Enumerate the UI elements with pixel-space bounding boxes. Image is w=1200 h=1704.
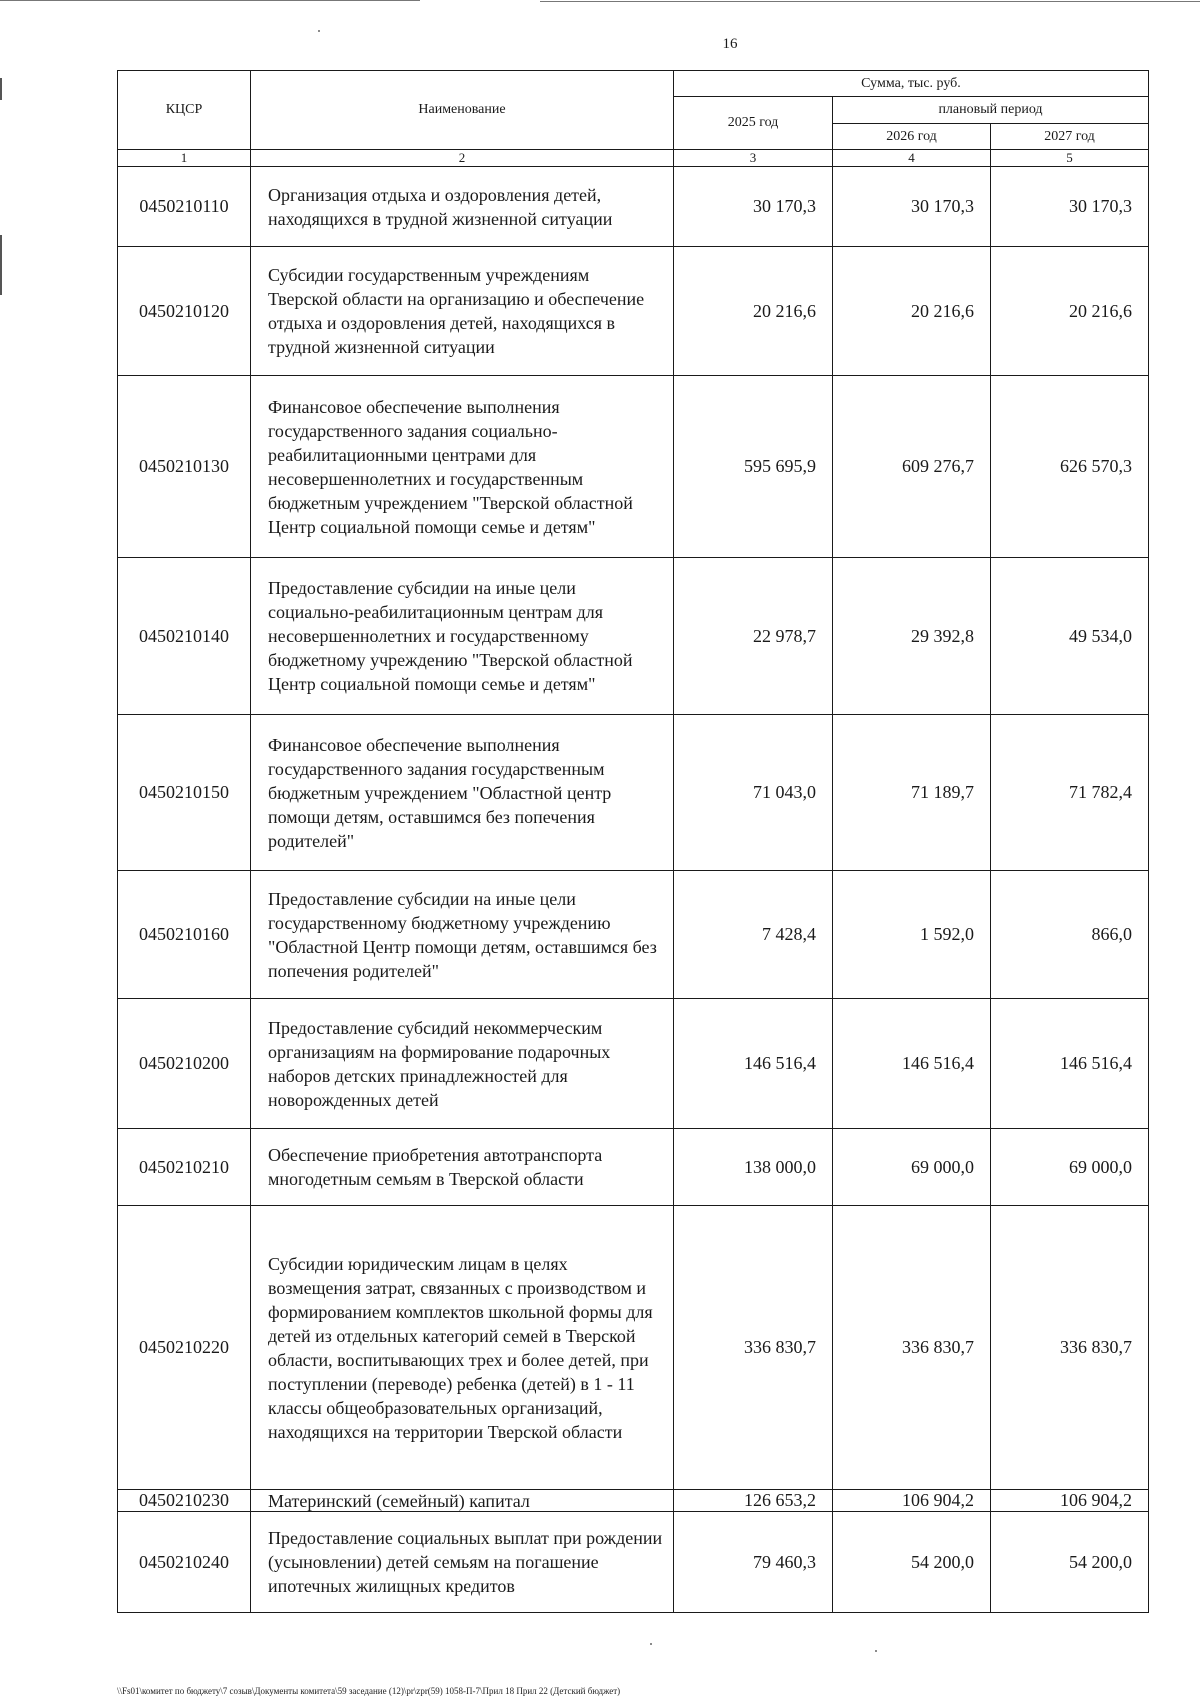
row-value-2026: 54 200,0 (833, 1512, 991, 1613)
header-name: Наименование (251, 71, 674, 150)
table-row (118, 247, 1149, 376)
table-row (118, 376, 1149, 558)
row-name: Субсидии юридическим лицам в целях возмещения затрат, связанных с производством и формированием комплектов школьной формы для детей из отдельных категорий семей в Тверской области, воспитывающих трех и более детей, при поступлении (переводе) ребенка (детей) в 1 - 11 классы общеобразовательных организаций, находящихся на территории Тверской области (251, 1206, 674, 1490)
table-row (118, 1490, 1149, 1512)
row-value-2026: 30 170,3 (833, 167, 991, 247)
header-sum: Сумма, тыс. руб. (674, 71, 1149, 97)
column-number: 4 (833, 150, 991, 167)
row-code: 0450210230 (118, 1490, 251, 1512)
table-row (118, 1206, 1149, 1490)
row-value-2027: 626 570,3 (991, 376, 1149, 558)
row-code: 0450210140 (118, 558, 251, 715)
table-row (118, 167, 1149, 247)
row-value-2027: 866,0 (991, 871, 1149, 999)
row-value-2025: 20 216,6 (674, 247, 833, 376)
row-value-2026: 146 516,4 (833, 999, 991, 1129)
row-name: Предоставление субсидии на иные цели социально-реабилитационным центрам для несовершеннолетних и государственному бюджетному учреждению "Тверской областной Центр социальной помощи семье и детям" (251, 558, 674, 715)
row-value-2027: 146 516,4 (991, 999, 1149, 1129)
row-code: 0450210130 (118, 376, 251, 558)
column-number: 5 (991, 150, 1149, 167)
column-number: 2 (251, 150, 674, 167)
row-value-2027: 69 000,0 (991, 1129, 1149, 1206)
row-value-2025: 146 516,4 (674, 999, 833, 1129)
row-value-2025: 336 830,7 (674, 1206, 833, 1490)
column-number: 3 (674, 150, 833, 167)
row-value-2025: 595 695,9 (674, 376, 833, 558)
row-value-2026: 609 276,7 (833, 376, 991, 558)
header-year-2025: 2025 год (674, 97, 833, 150)
row-code: 0450210210 (118, 1129, 251, 1206)
table-row (118, 999, 1149, 1129)
row-value-2026: 29 392,8 (833, 558, 991, 715)
footer-file-path: \\Fs01\комитет по бюджету\7 созыв\Документы комитета\59 заседание (12)\pr\zpr(59) 1058-П-7\Прил 18 Прил 22 (Детский бюджет) (117, 1686, 621, 1696)
row-name: Финансовое обеспечение выполнения государственного задания государственным бюджетным учреждением "Областной центр помощи детям, оставшимся без попечения родителей" (251, 715, 674, 871)
header-planning-period: плановый период (833, 97, 1149, 124)
row-name: Организация отдыха и оздоровления детей, находящихся в трудной жизненной ситуации (251, 167, 674, 247)
scan-speck (650, 1643, 652, 1645)
row-value-2025: 138 000,0 (674, 1129, 833, 1206)
row-value-2026: 1 592,0 (833, 871, 991, 999)
row-value-2026: 20 216,6 (833, 247, 991, 376)
row-name: Финансовое обеспечение выполнения государственного задания социально-реабилитационными центрами для несовершеннолетних и государственным бюджетным учреждением "Тверской областной Центр социальной помощи семье и детям" (251, 376, 674, 558)
scan-left-mark (0, 235, 2, 295)
row-value-2025: 71 043,0 (674, 715, 833, 871)
row-name: Предоставление социальных выплат при рождении (усыновлении) детей семьям на погашение ипотечных жилищных кредитов (251, 1512, 674, 1613)
row-value-2025: 30 170,3 (674, 167, 833, 247)
row-value-2026: 71 189,7 (833, 715, 991, 871)
table-row (118, 558, 1149, 715)
page-number: 16 (722, 36, 738, 52)
row-value-2026: 69 000,0 (833, 1129, 991, 1206)
header-year-2027: 2027 год (991, 124, 1149, 150)
table-row (118, 871, 1149, 999)
row-value-2027: 106 904,2 (991, 1490, 1149, 1512)
row-value-2025: 7 428,4 (674, 871, 833, 999)
table-row (118, 1512, 1149, 1613)
row-value-2026: 106 904,2 (833, 1490, 991, 1512)
row-code: 0450210150 (118, 715, 251, 871)
row-code: 0450210120 (118, 247, 251, 376)
row-code: 0450210220 (118, 1206, 251, 1490)
row-value-2027: 54 200,0 (991, 1512, 1149, 1613)
column-number: 1 (118, 150, 251, 167)
scan-left-mark (0, 78, 2, 100)
scan-top-edge-right (540, 1, 1200, 2)
row-value-2026: 336 830,7 (833, 1206, 991, 1490)
scan-top-edge-left (0, 0, 420, 1)
row-name: Предоставление субсидий некоммерческим организациям на формирование подарочных наборов детских принадлежностей для новорожденных детей (251, 999, 674, 1129)
row-value-2027: 336 830,7 (991, 1206, 1149, 1490)
row-name: Материнский (семейный) капитал (251, 1490, 674, 1512)
row-name: Субсидии государственным учреждениям Тверской области на организацию и обеспечение отдыха и оздоровления детей, находящихся в трудной жизненной ситуации (251, 247, 674, 376)
budget-table (117, 70, 1149, 1613)
row-value-2025: 79 460,3 (674, 1512, 833, 1613)
row-code: 0450210200 (118, 999, 251, 1129)
row-value-2027: 30 170,3 (991, 167, 1149, 247)
row-name: Обеспечение приобретения автотранспорта многодетным семьям в Тверской области (251, 1129, 674, 1206)
row-code: 0450210240 (118, 1512, 251, 1613)
header-year-2026: 2026 год (833, 124, 991, 150)
scan-speck (875, 1650, 877, 1652)
column-number-row (118, 150, 1149, 167)
row-code: 0450210160 (118, 871, 251, 999)
row-value-2025: 22 978,7 (674, 558, 833, 715)
row-code: 0450210110 (118, 167, 251, 247)
table-row (118, 715, 1149, 871)
table-row (118, 1129, 1149, 1206)
scan-speck (318, 30, 320, 32)
row-name: Предоставление субсидии на иные цели государственному бюджетному учреждению "Областной Центр помощи детям, оставшимся без попечения родителей" (251, 871, 674, 999)
header-kcsr: КЦСР (118, 71, 251, 150)
row-value-2027: 71 782,4 (991, 715, 1149, 871)
row-value-2027: 20 216,6 (991, 247, 1149, 376)
row-value-2027: 49 534,0 (991, 558, 1149, 715)
row-value-2025: 126 653,2 (674, 1490, 833, 1512)
